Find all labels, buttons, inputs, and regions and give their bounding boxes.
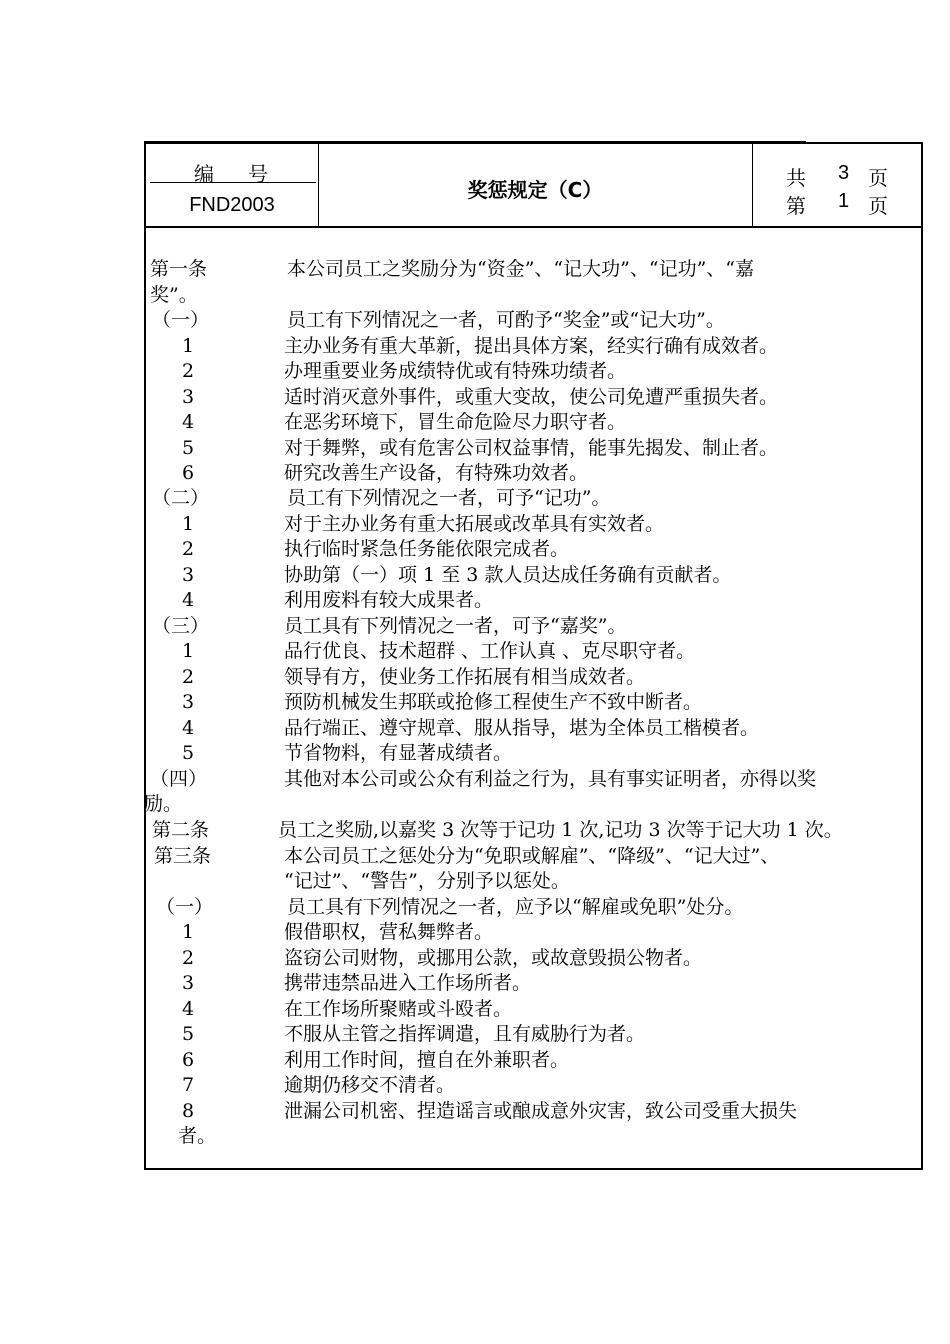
item-number: 2: [182, 666, 195, 688]
list-item: 盗窃公司财物，或挪用公款，或故意毁损公物者。: [284, 947, 703, 969]
section-3-text: 员工具有下列情况之一者，可予“嘉奖”。: [284, 615, 627, 637]
total-prefix: 共: [786, 166, 806, 190]
item-number: 6: [182, 1049, 195, 1071]
list-item: 适时消灭意外事件，或重大变故，使公司免遭严重损失者。: [284, 386, 779, 408]
current-page: 1: [838, 190, 850, 212]
section-4-continued: 励。: [144, 793, 183, 815]
item-number: 3: [182, 691, 195, 713]
item-number: 5: [182, 742, 195, 764]
total-pages: 3: [838, 162, 850, 184]
total-suffix: 页: [868, 166, 888, 190]
article-3-label: 第三条: [154, 845, 212, 867]
list-item-continued: 者。: [178, 1125, 217, 1147]
item-number: 5: [182, 437, 195, 459]
list-item: 对于舞弊，或有危害公司权益事情，能事先揭发、制止者。: [284, 437, 779, 459]
current-prefix: 第: [786, 194, 806, 218]
section-2-text: 员工有下列情况之一者，可予“记功”。: [287, 487, 611, 509]
list-item: 办理重要业务成绩特优或有特殊功绩者。: [284, 360, 627, 382]
section-1-label: （一）: [152, 309, 210, 331]
section-4-text: 其他对本公司或公众有利益之行为，具有事实证明者，亦得以奖: [284, 768, 817, 790]
list-item: 品行优良、技术超群 、工作认真 、克尽职守者。: [284, 640, 696, 662]
article-2-text: 员工之奖励,以嘉奖 3 次等于记功 1 次,记功 3 次等于记大功 1 次。: [278, 819, 843, 841]
section-1-text: 员工有下列情况之一者，可酌予“奖金”或“记大功”。: [287, 309, 725, 331]
list-item: 携带违禁品进入工作场所者。: [284, 972, 532, 994]
penalty-section-1-label: （一）: [156, 896, 214, 918]
list-item: 利用废料有较大成果者。: [284, 589, 494, 611]
item-number: 2: [182, 538, 195, 560]
list-item: 在工作场所聚赌或斗殴者。: [284, 998, 513, 1020]
document-code: FND2003: [189, 194, 275, 216]
item-number: 4: [182, 589, 195, 611]
article-3-continued: “记过”、“警告”，分别予以惩处。: [284, 870, 570, 892]
list-item: 在恶劣环境下，冒生命危险尽力职守者。: [284, 411, 627, 433]
list-item: 假借职权，营私舞弊者。: [284, 921, 494, 943]
document-frame: [144, 142, 923, 1170]
section-3-label: （三）: [152, 615, 210, 637]
penalty-section-1-text: 员工具有下列情况之一者，应予以“解雇或免职”处分。: [287, 896, 744, 918]
article-1-label: 第一条: [150, 258, 208, 280]
list-item: 利用工作时间，擅自在外兼职者。: [284, 1049, 570, 1071]
item-number: 3: [182, 564, 195, 586]
item-number: 2: [182, 947, 195, 969]
list-item: 对于主办业务有重大拓展或改革具有实效者。: [284, 513, 665, 535]
article-1-text: 本公司员工之奖励分为“资金”、“记大功”、“记功”、“嘉: [287, 258, 754, 280]
section-4-label: （四）: [150, 768, 208, 790]
list-item: 执行临时紧急任务能依限完成者。: [284, 538, 570, 560]
item-number: 4: [182, 411, 195, 433]
item-number: 3: [182, 386, 195, 408]
item-number: 1: [182, 335, 195, 357]
article-3-text: 本公司员工之惩处分为“免职或解雇”、“降级”、“记大过”、: [284, 845, 780, 867]
item-number: 4: [182, 717, 195, 739]
current-suffix: 页: [868, 194, 888, 218]
item-number: 1: [182, 921, 195, 943]
document-body: [146, 144, 925, 1172]
list-item: 协助第（一）项 1 至 3 款人员达成任务确有贡献者。: [284, 564, 732, 586]
list-item: 品行端正、遵守规章、服从指导，堪为全体员工楷模者。: [284, 717, 760, 739]
item-number: 2: [182, 360, 195, 382]
item-number: 1: [182, 640, 195, 662]
item-number: 8: [182, 1100, 195, 1122]
item-number: 4: [182, 998, 195, 1020]
section-2-label: （二）: [152, 487, 210, 509]
article-2-label: 第二条: [152, 819, 210, 841]
list-item: 节省物料，有显著成绩者。: [284, 742, 513, 764]
article-1-continued: 奖”。: [150, 284, 198, 306]
item-number: 5: [182, 1023, 195, 1045]
list-item: 逾期仍移交不清者。: [284, 1074, 456, 1096]
list-item: 预防机械发生邦联或抢修工程使生产不致中断者。: [284, 691, 703, 713]
list-item: 领导有方，使业务工作拓展有相当成效者。: [284, 666, 646, 688]
item-number: 6: [182, 462, 195, 484]
list-item: 研究改善生产设备，有特殊功效者。: [284, 462, 589, 484]
item-number: 7: [182, 1074, 195, 1096]
list-item: 泄漏公司机密、捏造谣言或酿成意外灾害，致公司受重大损失: [284, 1100, 798, 1122]
code-label: 编号: [194, 162, 302, 186]
item-number: 1: [182, 513, 195, 535]
item-number: 3: [182, 972, 195, 994]
document-title: 奖惩规定（C）: [467, 178, 603, 202]
list-item: 主办业务有重大革新，提出具体方案，经实行确有成效者。: [284, 335, 779, 357]
list-item: 不服从主管之指挥调遣，且有威胁行为者。: [284, 1023, 646, 1045]
